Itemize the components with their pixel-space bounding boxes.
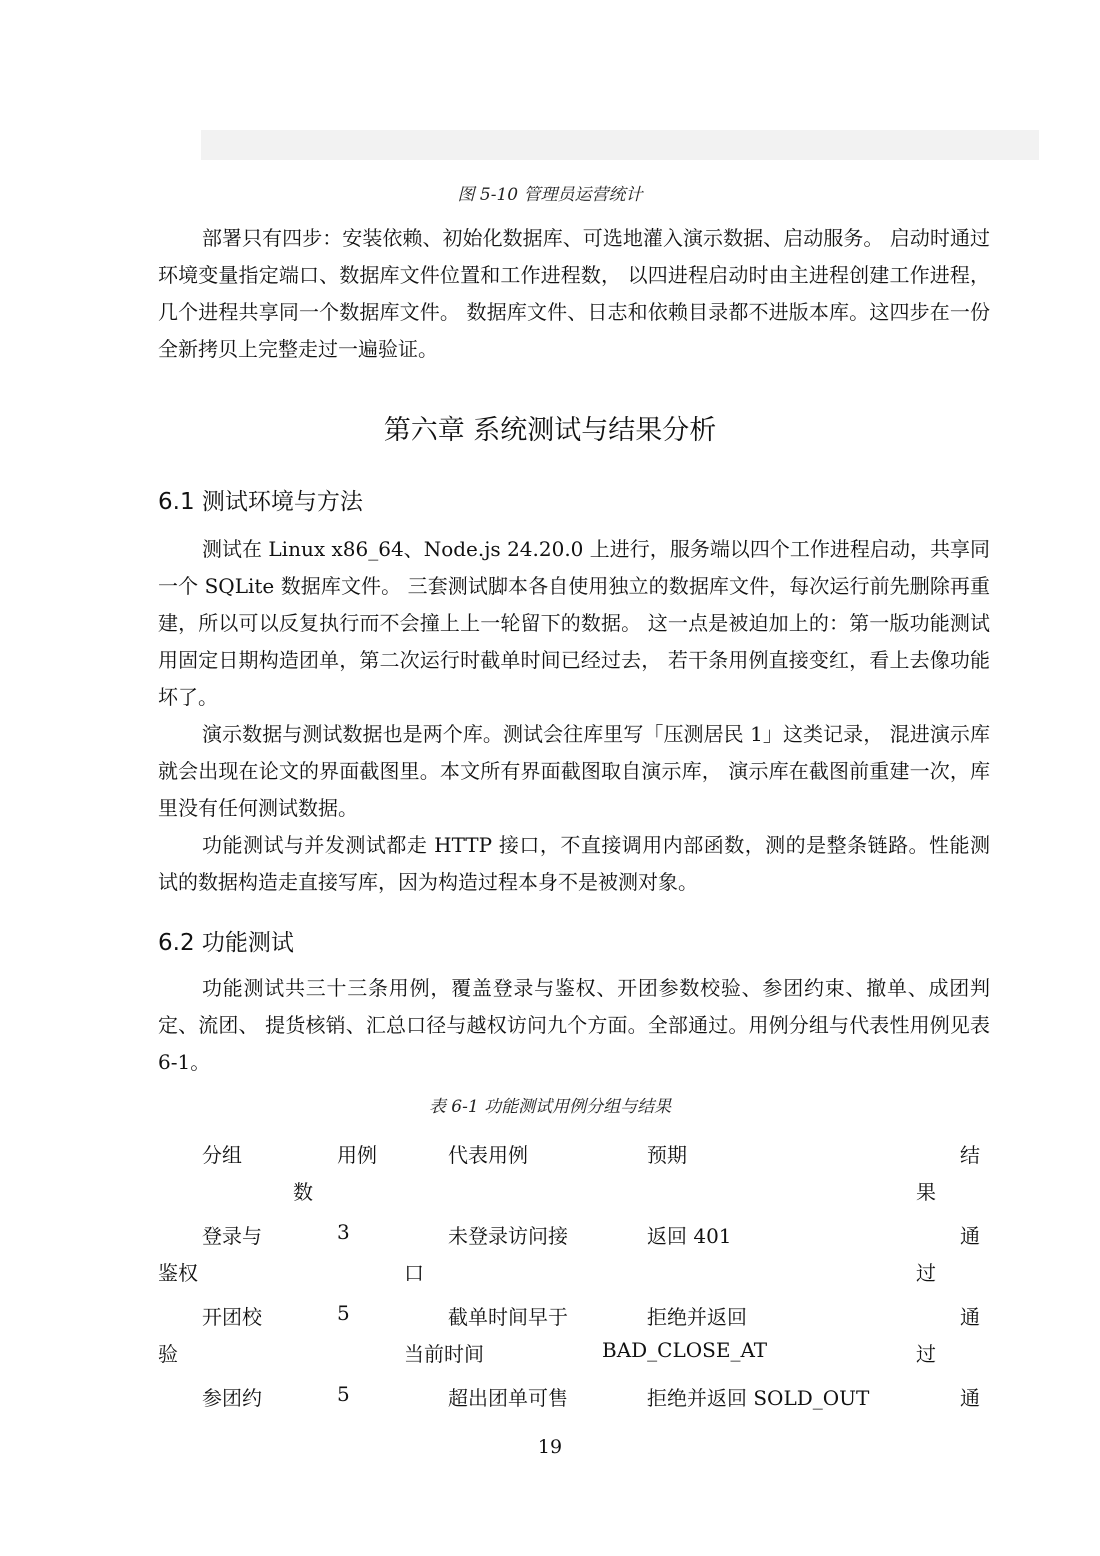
page-number: 19 [537, 1436, 563, 1458]
paragraph-demo-data: 演示数据与测试数据也是两个库。测试会往库里写「压测居民 1」这类记录， 混进演示库就会出现在论文的界面截图里。本文所有界面截图取自演示库， 演示库在截图前重建一次，库里没有任何测试数据。 [158, 722, 990, 820]
cell-expected-cont: BAD_CLOSE_AT [602, 1338, 768, 1362]
cell-expected: 拒绝并返回 [647, 1305, 747, 1329]
cell-result-cont: 过 [916, 1261, 936, 1285]
cell-count: 5 [337, 1301, 350, 1325]
figure-caption: 图 5-10 管理员运营统计 [457, 185, 643, 205]
paragraph-http-testing: 功能测试与并发测试都走 HTTP 接口，不直接调用内部函数，测的是整条链路。性能测试的数据构造走直接写库，因为构造过程本身不是被测对象。 [158, 833, 990, 894]
paragraph-deploy: 部署只有四步：安装依赖、初始化数据库、可选地灌入演示数据、启动服务。 启动时通过环境变量指定端口、数据库文件位置和工作进程数， 以四进程启动时由主进程创建工作进程，几个进程共享同一个数据库文件。 数据库文件、日志和依赖目录都不进版本库。这四步在一份全新拷贝上完整走过一遍验证。 [158, 226, 990, 361]
paragraph-test-environment: 测试在 Linux x86_64、Node.js 24.20.0 上进行，服务端以四个工作进程启动，共享同一个 SQLite 数据库文件。 三套测试脚本各自使用独立的数据库文件，每次运行前先删除再重建，所以可以反复执行而不会撞上上一轮留下的数据。 这一点是被迫加上的：第一版功能测试用固定日期构造团单，第二次运行时截单时间已经过去， 若干条用例直接变红，看上去像功能坏了。 [158, 537, 990, 709]
paragraph-functional-tests: 功能测试共三十三条用例，覆盖登录与鉴权、开团参数校验、参团约束、撤单、成团判定、流团、 提货核销、汇总口径与越权访问九个方面。全部通过。用例分组与代表性用例见表 6-1。 [158, 976, 990, 1074]
cell-group: 登录与 [202, 1224, 262, 1248]
header-result-cont: 果 [916, 1180, 936, 1204]
cell-result-cont: 过 [916, 1342, 936, 1366]
cell-expected: 拒绝并返回 SOLD_OUT [647, 1386, 870, 1410]
table-caption: 表 6-1 功能测试用例分组与结果 [428, 1097, 672, 1117]
cell-group: 参团约 [202, 1386, 262, 1410]
section-heading-6-2: 6.2 功能测试 [158, 930, 294, 956]
header-group: 分组 [202, 1143, 242, 1167]
chapter-title: 第六章 系统测试与结果分析 [383, 415, 717, 446]
cell-group-cont: 鉴权 [158, 1261, 198, 1285]
header-count-cont: 数 [293, 1180, 313, 1204]
header-expected: 预期 [647, 1143, 687, 1167]
cell-count: 3 [337, 1220, 350, 1244]
cell-example-cont: 口 [404, 1261, 424, 1285]
cell-group: 开团校 [202, 1305, 262, 1329]
cell-result: 通 [960, 1305, 980, 1329]
figure-image-strip [201, 130, 1039, 160]
cell-example-cont: 当前时间 [404, 1342, 484, 1366]
cell-result: 通 [960, 1224, 980, 1248]
cell-expected: 返回 401 [647, 1224, 732, 1248]
section-heading-6-1: 6.1 测试环境与方法 [158, 489, 363, 515]
cell-count: 5 [337, 1382, 350, 1406]
header-example: 代表用例 [448, 1143, 528, 1167]
cell-example: 截单时间早于 [448, 1305, 568, 1329]
cell-example: 超出团单可售 [448, 1386, 568, 1410]
header-result: 结 [960, 1143, 980, 1167]
header-count: 用例 [337, 1143, 377, 1167]
cell-group-cont: 验 [158, 1342, 178, 1366]
cell-example: 未登录访问接 [448, 1224, 568, 1248]
cell-result: 通 [960, 1386, 980, 1410]
